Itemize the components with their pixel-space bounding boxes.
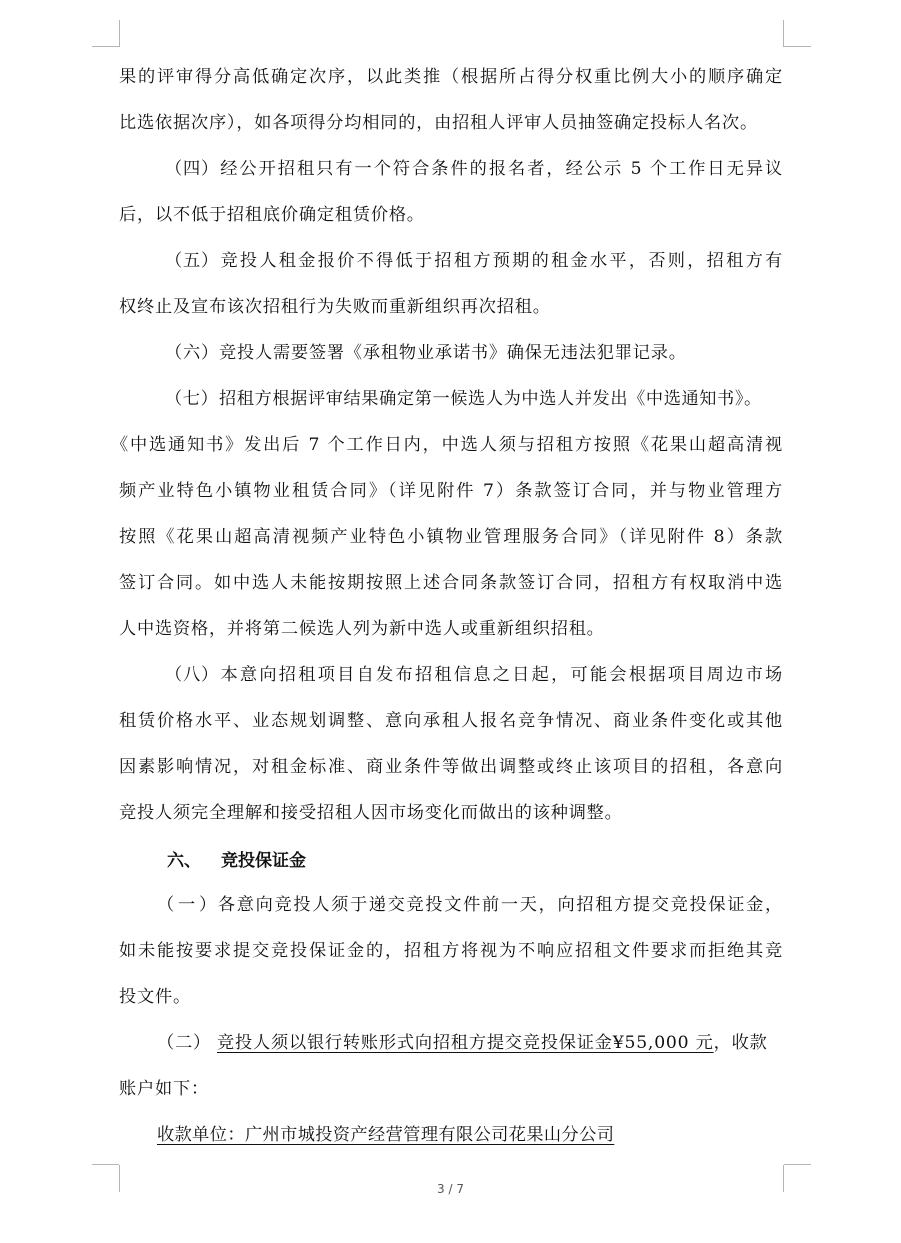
deposit-amount-text: 竞投人须以银行转账形式向招租方提交竞投保证金¥55,000 元 bbox=[217, 1033, 714, 1053]
paragraph-line: 后，以不低于招租底价确定租赁价格。 bbox=[119, 205, 425, 225]
item-number: （四） bbox=[165, 159, 219, 179]
item-number: （五） bbox=[165, 251, 219, 271]
crop-mark-bottom-right-h bbox=[784, 1164, 811, 1165]
paragraph-line: 租赁价格水平、业态规划调整、意向承租人报名竞争情况、商业条件变化或其他 bbox=[119, 711, 783, 731]
paragraph-line: 签订合同。如中选人未能按期按照上述合同条款签订合同，招租方有权取消中选 bbox=[119, 573, 783, 593]
item-number: （一） bbox=[157, 895, 217, 915]
paragraph-5-line-1 bbox=[119, 242, 783, 288]
paragraph-line: 账户如下： bbox=[119, 1079, 209, 1099]
paragraph-text: 本意向招租项目自发布招租信息之日起，可能会根据项目周边市场 bbox=[219, 665, 783, 685]
section-number: 六、 bbox=[167, 851, 201, 871]
paragraph-line: 《中选通知书》发出后 7 个工作日内，中选人须与招租方按照《花果山超高清视 bbox=[111, 435, 783, 455]
crop-mark-top-left-v bbox=[119, 20, 120, 47]
document-body bbox=[111, 58, 783, 1162]
paragraph-line: 权终止及宣布该次招租行为失败而重新组织再次招租。 bbox=[119, 297, 551, 317]
paragraph-4-line-1 bbox=[119, 150, 783, 196]
page-indicator: 3 / 7 bbox=[437, 1182, 464, 1196]
deposit-2-line-1 bbox=[119, 1024, 783, 1070]
paragraph-text: 经公开招租只有一个符合条件的报名者，经公示 5 个工作日无异议 bbox=[219, 159, 783, 179]
deposit-1-line-1 bbox=[119, 886, 783, 932]
item-number: （二） bbox=[157, 1033, 211, 1053]
paragraph-line: 因素影响情况，对租金标准、商业条件等做出调整或终止该项目的招租，各意向 bbox=[119, 757, 783, 777]
paragraph-7-line-1 bbox=[119, 380, 783, 426]
crop-mark-top-right-v bbox=[783, 20, 784, 47]
payee-line bbox=[119, 1116, 783, 1162]
section-title: 竞投保证金 bbox=[221, 851, 306, 871]
paragraph-6-line-1 bbox=[119, 334, 783, 380]
paragraph-line: 按照《花果山超高清视频产业特色小镇物业管理服务合同》（详见附件 8）条款 bbox=[119, 527, 783, 547]
paragraph-text: ，收款 bbox=[713, 1033, 768, 1053]
paragraph-text: 各意向竞投人须于递交竞投文件前一天，向招租方提交竞投保证金， bbox=[217, 895, 783, 915]
paragraph-text: 招租方根据评审结果确定第一候选人为中选人并发出《中选通知书》。 bbox=[219, 389, 762, 409]
paragraph-line: 投文件。 bbox=[119, 987, 191, 1007]
paragraph-8-line-1 bbox=[119, 656, 783, 702]
section-heading bbox=[119, 840, 783, 886]
crop-mark-top-right-h bbox=[784, 46, 811, 47]
paragraph-line: 竞投人须完全理解和接受招租人因市场变化而做出的该种调整。 bbox=[119, 803, 623, 823]
item-number: （六） bbox=[165, 343, 219, 363]
paragraph-line: 如未能按要求提交竞投保证金的，招租方将视为不响应招租文件要求而拒绝其竞 bbox=[119, 941, 783, 961]
paragraph-text: 竞投人租金报价不得低于招租方预期的租金水平，否则，招租方有 bbox=[219, 251, 783, 271]
paragraph-line: 比选依据次序），如各项得分均相同的，由招租人评审人员抽签确定投标人名次。 bbox=[119, 113, 758, 133]
paragraph-line: 人中选资格，并将第二候选人列为新中选人或重新组织招租。 bbox=[119, 619, 605, 639]
paragraph-line: 频产业特色小镇物业租赁合同》（详见附件 7）条款签订合同，并与物业管理方 bbox=[119, 481, 783, 501]
crop-mark-bottom-left-h bbox=[92, 1164, 119, 1165]
item-number: （八） bbox=[165, 665, 219, 685]
crop-mark-top-left-h bbox=[92, 46, 119, 47]
item-number: （七） bbox=[165, 389, 219, 409]
paragraph-text: 竞投人需要签署《承租物业承诺书》确保无违法犯罪记录。 bbox=[219, 343, 687, 363]
paragraph-line: 果的评审得分高低确定次序，以此类推（根据所占得分权重比例大小的顺序确定 bbox=[119, 67, 783, 87]
payee-text: 收款单位：广州市城投资产经营管理有限公司花果山分公司 bbox=[157, 1125, 615, 1145]
